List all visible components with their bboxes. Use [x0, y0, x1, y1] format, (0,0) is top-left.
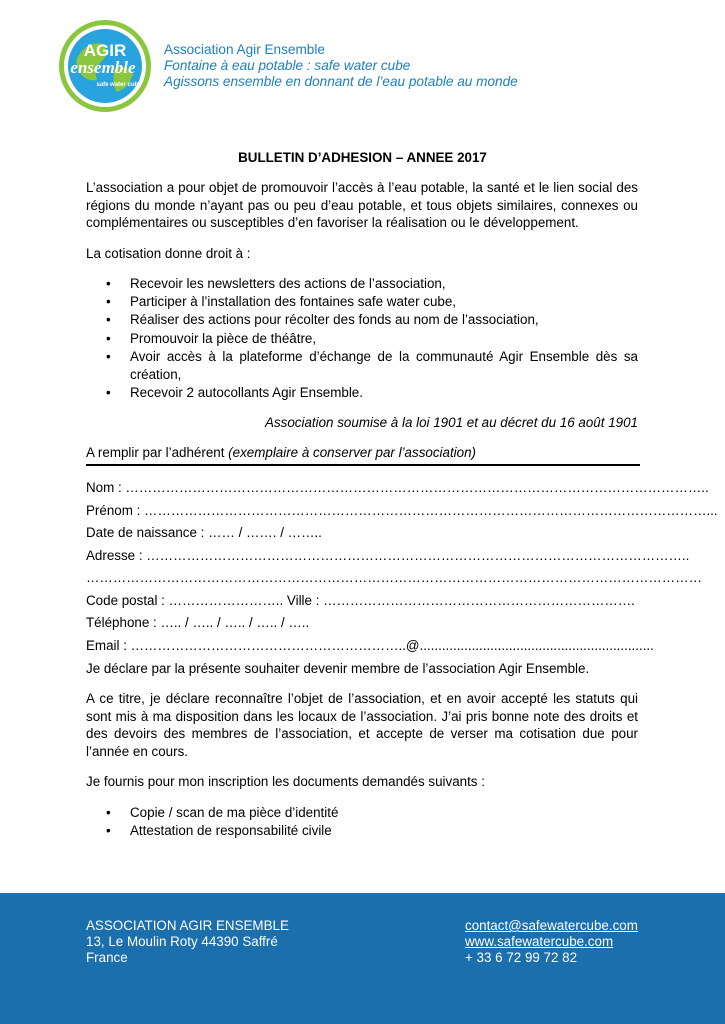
- svg-text:ensemble: ensemble: [70, 58, 136, 77]
- birthdate-field[interactable]: Date de naissance : …… / ……. / ……..: [86, 525, 322, 540]
- prenom-field[interactable]: Prénom : ………………………………………………………………………………………………………………...: [86, 503, 718, 518]
- divider: [86, 464, 640, 466]
- list-item: • Réaliser des actions pour récolter des fonds au nom de l’association,: [86, 311, 638, 329]
- footer-contact-block: [465, 918, 638, 966]
- footer-org-name: ASSOCIATION AGIR ENSEMBLE: [86, 918, 289, 933]
- list-item: • Promouvoir la pièce de théâtre,: [86, 330, 638, 348]
- address-field[interactable]: Adresse : …………………………………………………………………………………………………………..: [86, 548, 690, 563]
- legal-notice: Association soumise à la loi 1901 et au décret du 16 août 1901: [265, 415, 638, 430]
- list-item: • Participer à l’installation des fontaines safe water cube,: [86, 293, 638, 311]
- svg-text:safe water cube: safe water cube: [96, 82, 142, 88]
- declaration: Je déclare par la présente souhaiter devenir membre de l’association Agir Ensemble.: [86, 661, 590, 676]
- intro-paragraph: L’association a pour objet de promouvoir l’accès à l’eau potable, la santé et le lien social des régions du monde n’ayant pas ou peu d’eau potable, et tous objets similaires, connexes ou complémentaires ou susceptibles d’en favoriser la réalisation ou le développement.: [86, 180, 638, 230]
- org-name: Association Agir Ensemble: [164, 42, 325, 57]
- list-item: • Recevoir les newsletters des actions de l’association,: [86, 275, 638, 293]
- nom-field[interactable]: Nom : …………………………………………………………………………………………………………………..: [86, 480, 709, 495]
- tagline-2: Agissons ensemble en donnant de l’eau potable au monde: [164, 74, 518, 89]
- phone-field[interactable]: Téléphone : ….. / ….. / ….. / ….. / …..: [86, 615, 310, 630]
- list-item: • Attestation de responsabilité civile: [86, 822, 638, 840]
- globe-logo-icon: [57, 18, 153, 114]
- footer-address-block: [86, 918, 289, 966]
- acknowledgement-paragraph: A ce titre, je déclare reconnaître l’objet de l’association, et en avoir accepté les statuts qui sont mis à ma disposition dans les locaux de l’association. J’ai pris bonne note des droits et des devoirs des membres de l’association, et accepte de verser ma cotisation due pour l’année en cours.: [86, 691, 638, 759]
- list-item: • Recevoir 2 autocollants Agir Ensemble.: [86, 384, 638, 402]
- documents-list: [86, 804, 638, 840]
- fill-instructions: [86, 445, 476, 460]
- list-item: • Avoir accès à la plateforme d’échange de la communauté Agir Ensemble dès sa création,: [86, 348, 638, 384]
- footer-phone: + 33 6 72 99 72 82: [465, 950, 578, 965]
- svg-text:AGIR: AGIR: [83, 41, 127, 60]
- documents-label: Je fournis pour mon inscription les documents demandés suivants :: [86, 774, 485, 789]
- tagline-1: Fontaine à eau potable : safe water cube: [164, 58, 411, 73]
- email-field[interactable]: Email : ……………………………………………………..@...............................................................: [86, 638, 654, 653]
- page-title: BULLETIN D’ADHESION – ANNEE 2017: [238, 150, 487, 165]
- cotisation-label: La cotisation donne droit à :: [86, 246, 251, 261]
- fill-note: (exemplaire à conserver par l’association): [228, 445, 477, 460]
- agir-ensemble-logo: [57, 18, 153, 114]
- footer-country: France: [86, 950, 128, 965]
- benefits-list: [86, 275, 638, 402]
- address-line2-field[interactable]: …………………………………………………………………………………………………………………………: [86, 570, 702, 585]
- list-item: • Copie / scan de ma pièce d’identité: [86, 804, 638, 822]
- contact-email-link[interactable]: contact@safewatercube.com: [465, 918, 638, 933]
- website-link[interactable]: www.safewatercube.com: [465, 934, 614, 949]
- header-text: [164, 42, 518, 90]
- fill-label: A remplir par l’adhérent: [86, 445, 225, 460]
- footer-address: 13, Le Moulin Roty 44390 Saffré: [86, 934, 278, 949]
- footer: [0, 893, 725, 1024]
- postal-city-field[interactable]: Code postal : …………………….. Ville : …………………………………………………………….: [86, 593, 635, 608]
